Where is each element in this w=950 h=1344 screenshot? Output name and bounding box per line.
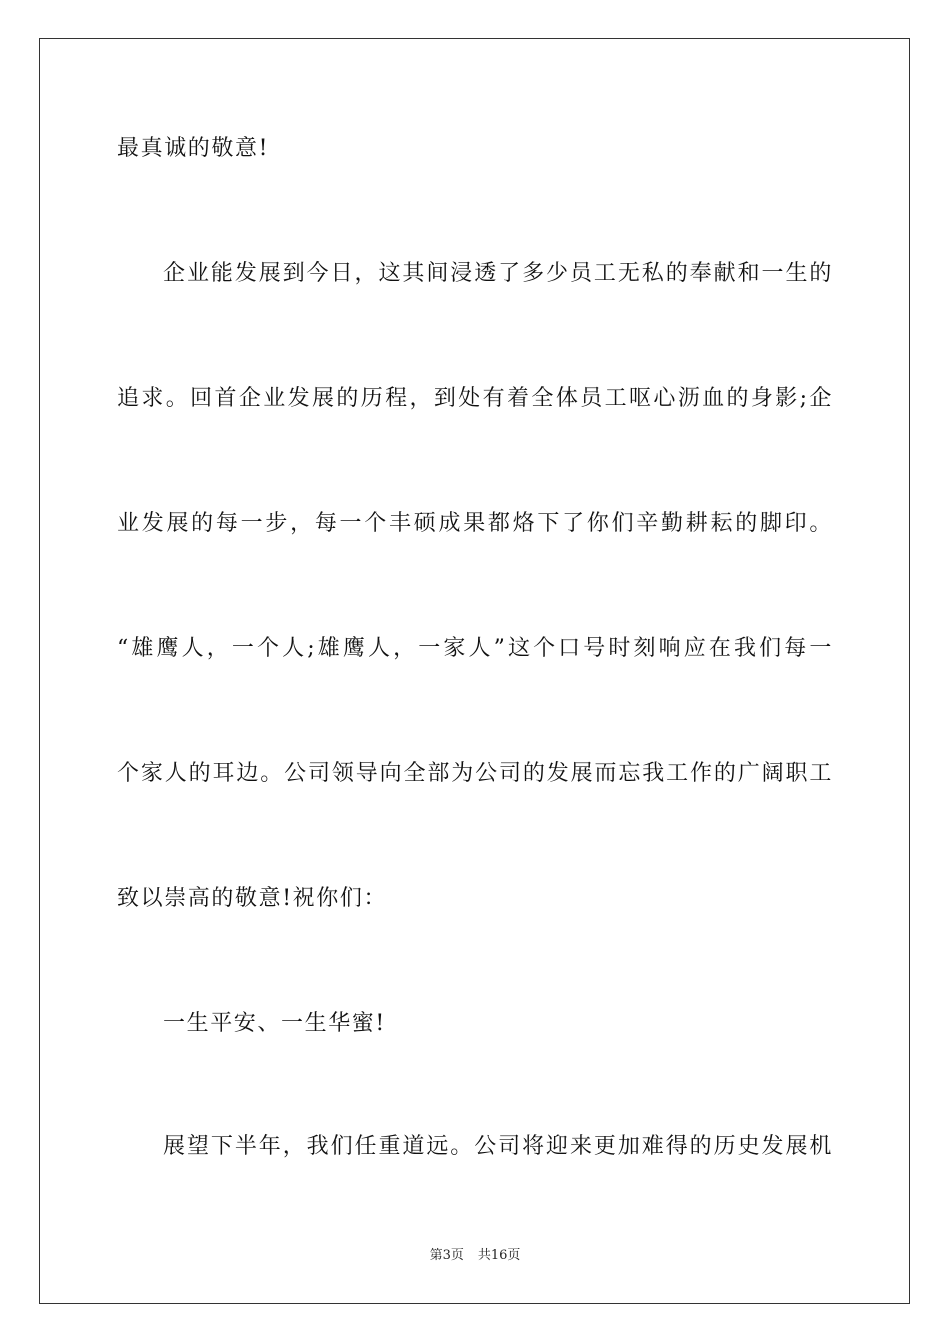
text-line-5: “雄鹰人，一个人;雄鹰人，一家人”这个口号时刻响应在我们每一 <box>117 636 833 661</box>
text-line-3: 追求。回首企业发展的历程，到处有着全体员工呕心沥血的身影;企 <box>117 386 833 411</box>
page-total: 共16页 <box>477 1248 521 1263</box>
text-line-7: 致以崇高的敬意!祝你们： <box>117 886 388 911</box>
text-line-6: 个家人的耳边。公司领导向全部为公司的发展而忘我工作的广阔职工 <box>117 761 833 786</box>
text-line-9: 展望下半年，我们任重道远。公司将迎来更加难得的历史发展机 <box>163 1134 833 1159</box>
page-number: 第3页 <box>429 1248 464 1263</box>
text-line-8: 一生平安、一生华蜜! <box>163 1011 386 1036</box>
text-line-4: 业发展的每一步，每一个丰硕成果都烙下了你们辛勤耕耘的脚印。 <box>117 511 833 536</box>
page-border <box>39 38 910 1304</box>
text-line-1: 最真诚的敬意! <box>117 136 270 161</box>
text-line-2: 企业能发展到今日，这其间浸透了多少员工无私的奉献和一生的 <box>163 261 833 286</box>
page-footer <box>0 1248 950 1264</box>
